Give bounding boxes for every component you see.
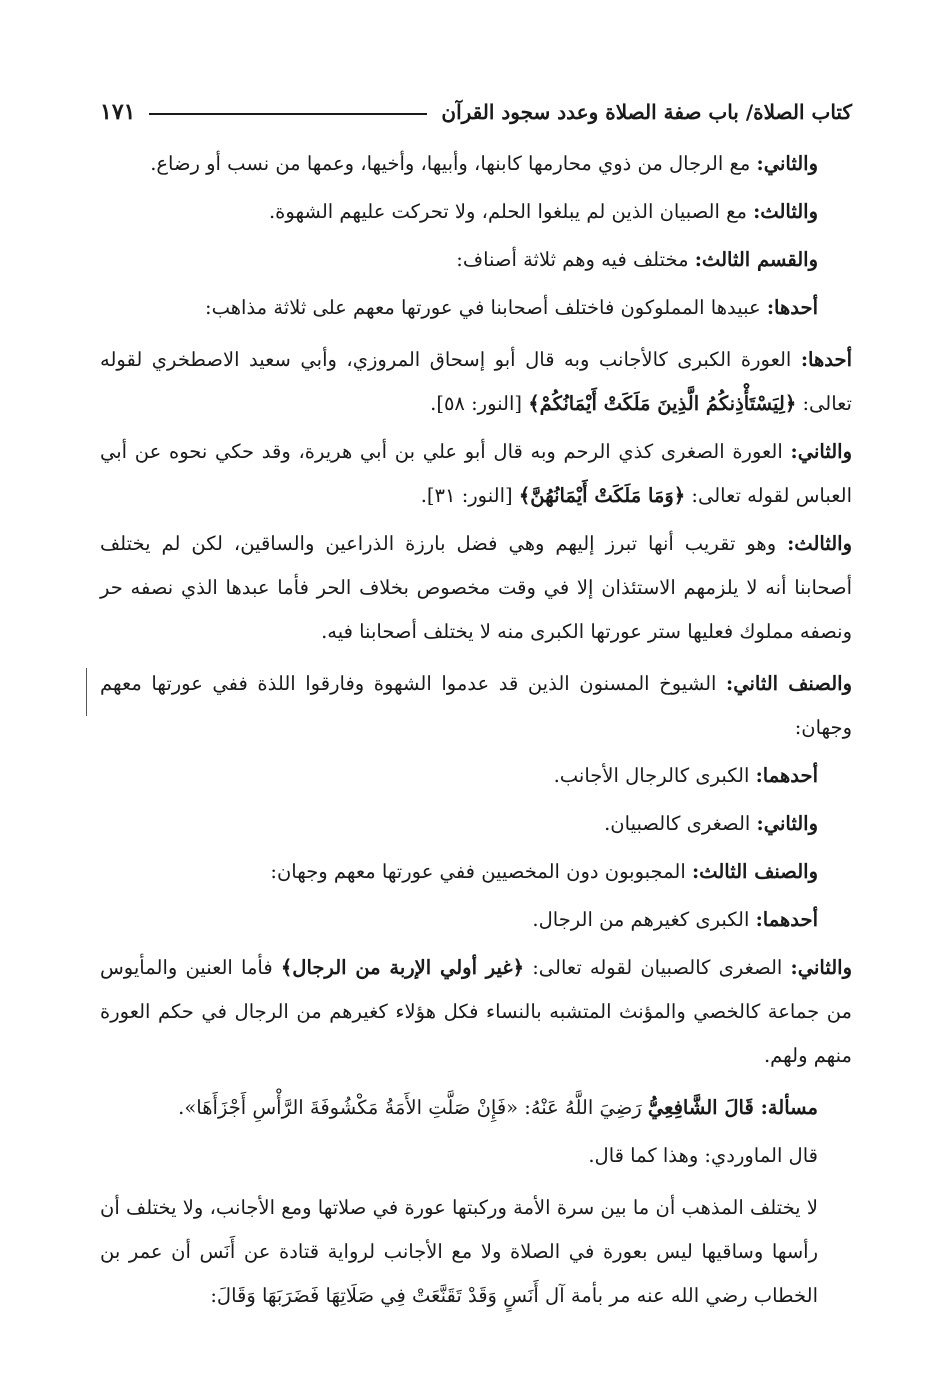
- paragraph-text: عبيدها المملوكون فاختلف أصحابنا في عورتها معهم على ثلاثة مذاهب:: [205, 296, 767, 319]
- paragraph: [100, 1134, 852, 1178]
- paragraph-lead: والقسم الثالث:: [694, 248, 818, 271]
- paragraph: [100, 338, 852, 426]
- paragraph-lead: والثاني:: [756, 152, 818, 175]
- paragraph-lead: والثالث:: [787, 532, 852, 555]
- paragraph-text: العورة الصغرى كذي الرحم وبه قال أبو علي بن أبي هريرة، وقد حكي نحوه عن أبي العباس لقوله تعالى:: [100, 440, 852, 507]
- paragraph: [100, 190, 852, 234]
- paragraph-lead: والثاني:: [790, 440, 852, 463]
- paragraph-text: مع الصبيان الذين لم يبلغوا الحلم، ولا تحركت عليهم الشهوة.: [268, 200, 754, 223]
- header-title: كتاب الصلاة/ باب صفة الصلاة وعدد سجود القرآن: [441, 100, 852, 124]
- paragraph: [100, 754, 852, 798]
- paragraph: [100, 1186, 852, 1318]
- running-header: [100, 92, 852, 132]
- paragraph-text: لا يختلف المذهب أن ما بين سرة الأمة وركبتها عورة في صلاتها ومع الأجانب، ولا يختلف أن رأسها وساقيها ليس بعورة في الصلاة ولا مع الأجانب لرواية قتادة عن أَنَس أن عمر بن الخطاب رضي الله عنه مر بأمة آل أَنَسٍ وَقَدْ تَقَنَّعَتْ فِي صَلَاتِهَا فَضَرَبَهَا وَقَالَ:: [100, 1196, 818, 1307]
- paragraph-lead: أحدها:: [800, 348, 852, 371]
- paragraph-text: مختلف فيه وهم ثلاثة أصناف:: [456, 248, 695, 271]
- paragraph: [100, 898, 852, 942]
- paragraph-text: مع الرجال من ذوي محارمها كابنها، وأبيها، وأخيها، وعمها من نسب أو رضاع.: [150, 152, 757, 175]
- margin-mark: [86, 668, 87, 716]
- paragraph-lead: والثاني:: [756, 812, 818, 835]
- paragraph: [100, 946, 852, 1078]
- paragraph-text: الشيوخ المسنون الذين قد عدموا الشهوة وفارقوا اللذة ففي عورتها معهم وجهان:: [100, 672, 852, 739]
- header-rule: [149, 113, 427, 115]
- page-number: ١٧١: [100, 99, 136, 125]
- paragraph-lead: والثالث:: [753, 200, 818, 223]
- body-text: [100, 142, 852, 1318]
- paragraph: [100, 802, 852, 846]
- paragraph: [100, 522, 852, 654]
- quran-quote: ﴿وَمَا مَلَكَتْ أَيْمَانُهُنَّ﴾: [518, 484, 686, 507]
- citation: [النور: ٥٨].: [430, 392, 529, 415]
- paragraph-lead: والصنف الثاني:: [726, 672, 852, 695]
- paragraph-text: المجبوبون دون المخصيين ففي عورتها معهم وجهان:: [270, 860, 692, 883]
- quran-quote: ﴿غير أولي الإربة من الرجال﴾: [280, 956, 525, 979]
- paragraph-text: الكبرى كالرجال الأجانب.: [553, 764, 756, 787]
- quran-quote: ﴿لِيَسْتَأْذِنكُمُ الَّذِينَ مَلَكَتْ أَيْمَانُكُمْ﴾: [528, 392, 797, 415]
- paragraph-text: الصغرى كالصبيان.: [604, 812, 757, 835]
- paragraph-lead: والثاني:: [790, 956, 852, 979]
- paragraph-lead: أحدهما:: [755, 764, 818, 787]
- paragraph: [100, 430, 852, 518]
- paragraph-tail: فأما العنين والمأيوس من جماعة كالخصي والمؤنث المتشبه بالنساء فكل هؤلاء كغيرهم من الرجال في حكم العورة منهم ولهم.: [100, 956, 852, 1067]
- paragraph: [100, 286, 852, 330]
- paragraph-text: الصغرى كالصبيان لقوله تعالى:: [524, 956, 791, 979]
- paragraph: [100, 850, 852, 894]
- paragraph-lead: أحدهما:: [755, 908, 818, 931]
- paragraph-lead: أحدها:: [766, 296, 818, 319]
- paragraph-text: وهو تقريب أنها تبرز إليهم وهي فضل بارزة الذراعين والساقين، لكن لم يختلف أصحابنا أنه لا يلزمهم الاستئذان إلا في وقت مخصوص بخلاف الحر فأما عبدها الذي نصفه حر ونصفه مملوك فعليها ستر عورتها الكبرى منه لا يختلف أصحابنا فيه.: [100, 532, 852, 643]
- paragraph-text: العورة الكبرى كالأجانب وبه قال أبو إسحاق المروزي، وأبي سعيد الاصطخري لقوله تعالى:: [100, 348, 852, 415]
- paragraph: [100, 238, 852, 282]
- paragraph: [100, 662, 852, 750]
- citation: [النور: ٣١].: [420, 484, 519, 507]
- paragraph-text: قال الماوردي: وهذا كما قال.: [588, 1144, 818, 1167]
- paragraph-lead: والصنف الثالث:: [691, 860, 818, 883]
- paragraph: [100, 142, 852, 186]
- paragraph: [100, 1086, 852, 1130]
- paragraph-text: الكبرى كغيرهم من الرجال.: [532, 908, 756, 931]
- paragraph-lead: مسألة: قَالَ الشَّافِعِيُّ: [647, 1096, 818, 1119]
- paragraph-text: رَضِيَ اللَّهُ عَنْهُ: «فَإِنْ صَلَّتِ الأَمَةُ مَكْشُوفَةَ الرَّأْسِ أَجْزَأَهَا».: [178, 1096, 648, 1119]
